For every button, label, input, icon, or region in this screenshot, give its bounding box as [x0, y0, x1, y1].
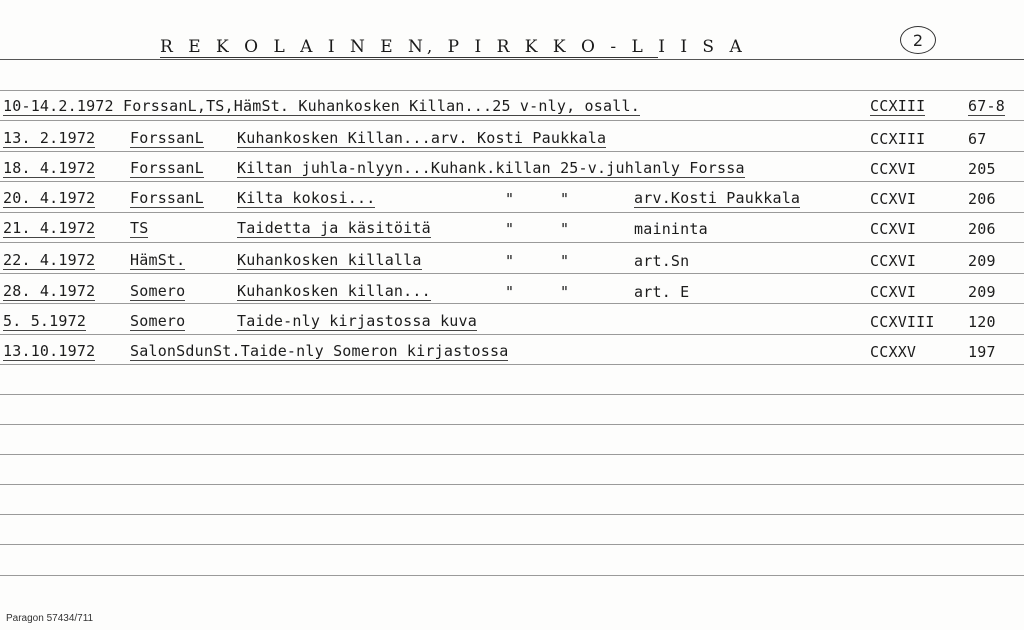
ruled-line: [0, 242, 1024, 243]
ditto-mark: ": [505, 252, 515, 270]
entry-source: SalonSdunSt.Taide-nly Someron kirjastossa: [130, 342, 509, 360]
ruled-line: [0, 364, 1024, 365]
entry-volume: CCXIII: [870, 130, 926, 148]
ditto-mark: ": [560, 283, 570, 301]
entry-volume: CCXVI: [870, 160, 917, 178]
ruled-line: [0, 120, 1024, 121]
entry-text: Kuhankosken Killan...arv. Kosti Paukkala: [237, 129, 607, 147]
entry-date: 20. 4.1972: [3, 189, 96, 207]
ruled-line: [0, 181, 1024, 182]
entry-text: Kuhankosken killan...: [237, 282, 431, 300]
entry-row: [0, 245, 1024, 273]
entry-source: Somero: [130, 282, 186, 300]
ruled-line: [0, 544, 1024, 545]
entry-source: TS: [130, 219, 149, 237]
card-heading: R E K O L A I N E N, P I R K K O - L I I S A: [160, 37, 747, 57]
entry-page: 209: [968, 283, 996, 301]
ditto-mark: ": [505, 283, 515, 301]
entry-volume: CCXIII: [870, 97, 926, 115]
page-number: 2: [912, 30, 924, 50]
entry-date: 21. 4.1972: [3, 219, 96, 237]
entry-row: [0, 276, 1024, 304]
entry-date: 5. 5.1972: [3, 312, 87, 330]
entry-row: [0, 306, 1024, 334]
entry-source: Somero: [130, 312, 186, 330]
ditto-mark: ": [560, 190, 570, 208]
entry-volume: CCXVI: [870, 252, 917, 270]
entry-text: Taide-nly kirjastossa kuva: [237, 312, 477, 330]
entry-row: [0, 123, 1024, 151]
ruled-line: [0, 273, 1024, 274]
entry-page: 67: [968, 130, 987, 148]
entry-text: Kilta kokosi...: [237, 189, 376, 207]
page-number-circle: [900, 26, 936, 54]
entry-page: 205: [968, 160, 996, 178]
heading-underline: [160, 57, 658, 58]
entry-date: 22. 4.1972: [3, 251, 96, 269]
entry-volume: CCXVI: [870, 220, 917, 238]
ruled-line: [0, 59, 1024, 60]
entry-text: Kiltan juhla-nlyyn...Kuhank.killan 25-v.juhlanly Forssa: [237, 159, 745, 177]
entry-row: [0, 91, 1024, 119]
ruled-line: [0, 484, 1024, 485]
entry-note: art. E: [634, 283, 690, 301]
entry-date: 18. 4.1972: [3, 159, 96, 177]
entry-source: HämSt.: [130, 251, 186, 269]
ditto-mark: ": [560, 220, 570, 238]
ruled-line: [0, 454, 1024, 455]
entry-page: 67-8: [968, 97, 1005, 115]
ditto-mark: ": [505, 220, 515, 238]
ruled-line: [0, 151, 1024, 152]
entry-page: 209: [968, 252, 996, 270]
entry-page: 206: [968, 220, 996, 238]
entry-volume: CCXXV: [870, 343, 917, 361]
ditto-mark: ": [560, 252, 570, 270]
entry-note: art.Sn: [634, 252, 690, 270]
entry-note: arv.Kosti Paukkala: [634, 189, 801, 207]
entry-row: [0, 213, 1024, 241]
entry-date: 13.10.1972: [3, 342, 96, 360]
ruled-line: [0, 514, 1024, 515]
entry-date: 28. 4.1972: [3, 282, 96, 300]
entry-text: 10-14.2.1972 ForssanL,TS,HämSt. Kuhankosken Killan...25 v-nly, osall.: [3, 97, 640, 115]
entry-page: 206: [968, 190, 996, 208]
ditto-mark: ": [505, 190, 515, 208]
entry-source: ForssanL: [130, 189, 204, 207]
ruled-line: [0, 575, 1024, 576]
entry-date: 13. 2.1972: [3, 129, 96, 147]
entry-volume: CCXVI: [870, 283, 917, 301]
ruled-line: [0, 424, 1024, 425]
entry-text: Taidetta ja käsitöitä: [237, 219, 431, 237]
entry-row: [0, 183, 1024, 211]
entry-source: ForssanL: [130, 159, 204, 177]
entry-volume: CCXVI: [870, 190, 917, 208]
entry-note: maininta: [634, 220, 708, 238]
card-footer: Paragon 57434/711: [6, 613, 94, 624]
entry-page: 120: [968, 313, 996, 331]
entry-source: ForssanL: [130, 129, 204, 147]
ruled-line: [0, 334, 1024, 335]
entry-row: [0, 153, 1024, 181]
entry-page: 197: [968, 343, 996, 361]
ruled-line: [0, 394, 1024, 395]
entry-volume: CCXVIII: [870, 313, 935, 331]
entry-row: [0, 336, 1024, 364]
entry-text: Kuhankosken killalla: [237, 251, 422, 269]
